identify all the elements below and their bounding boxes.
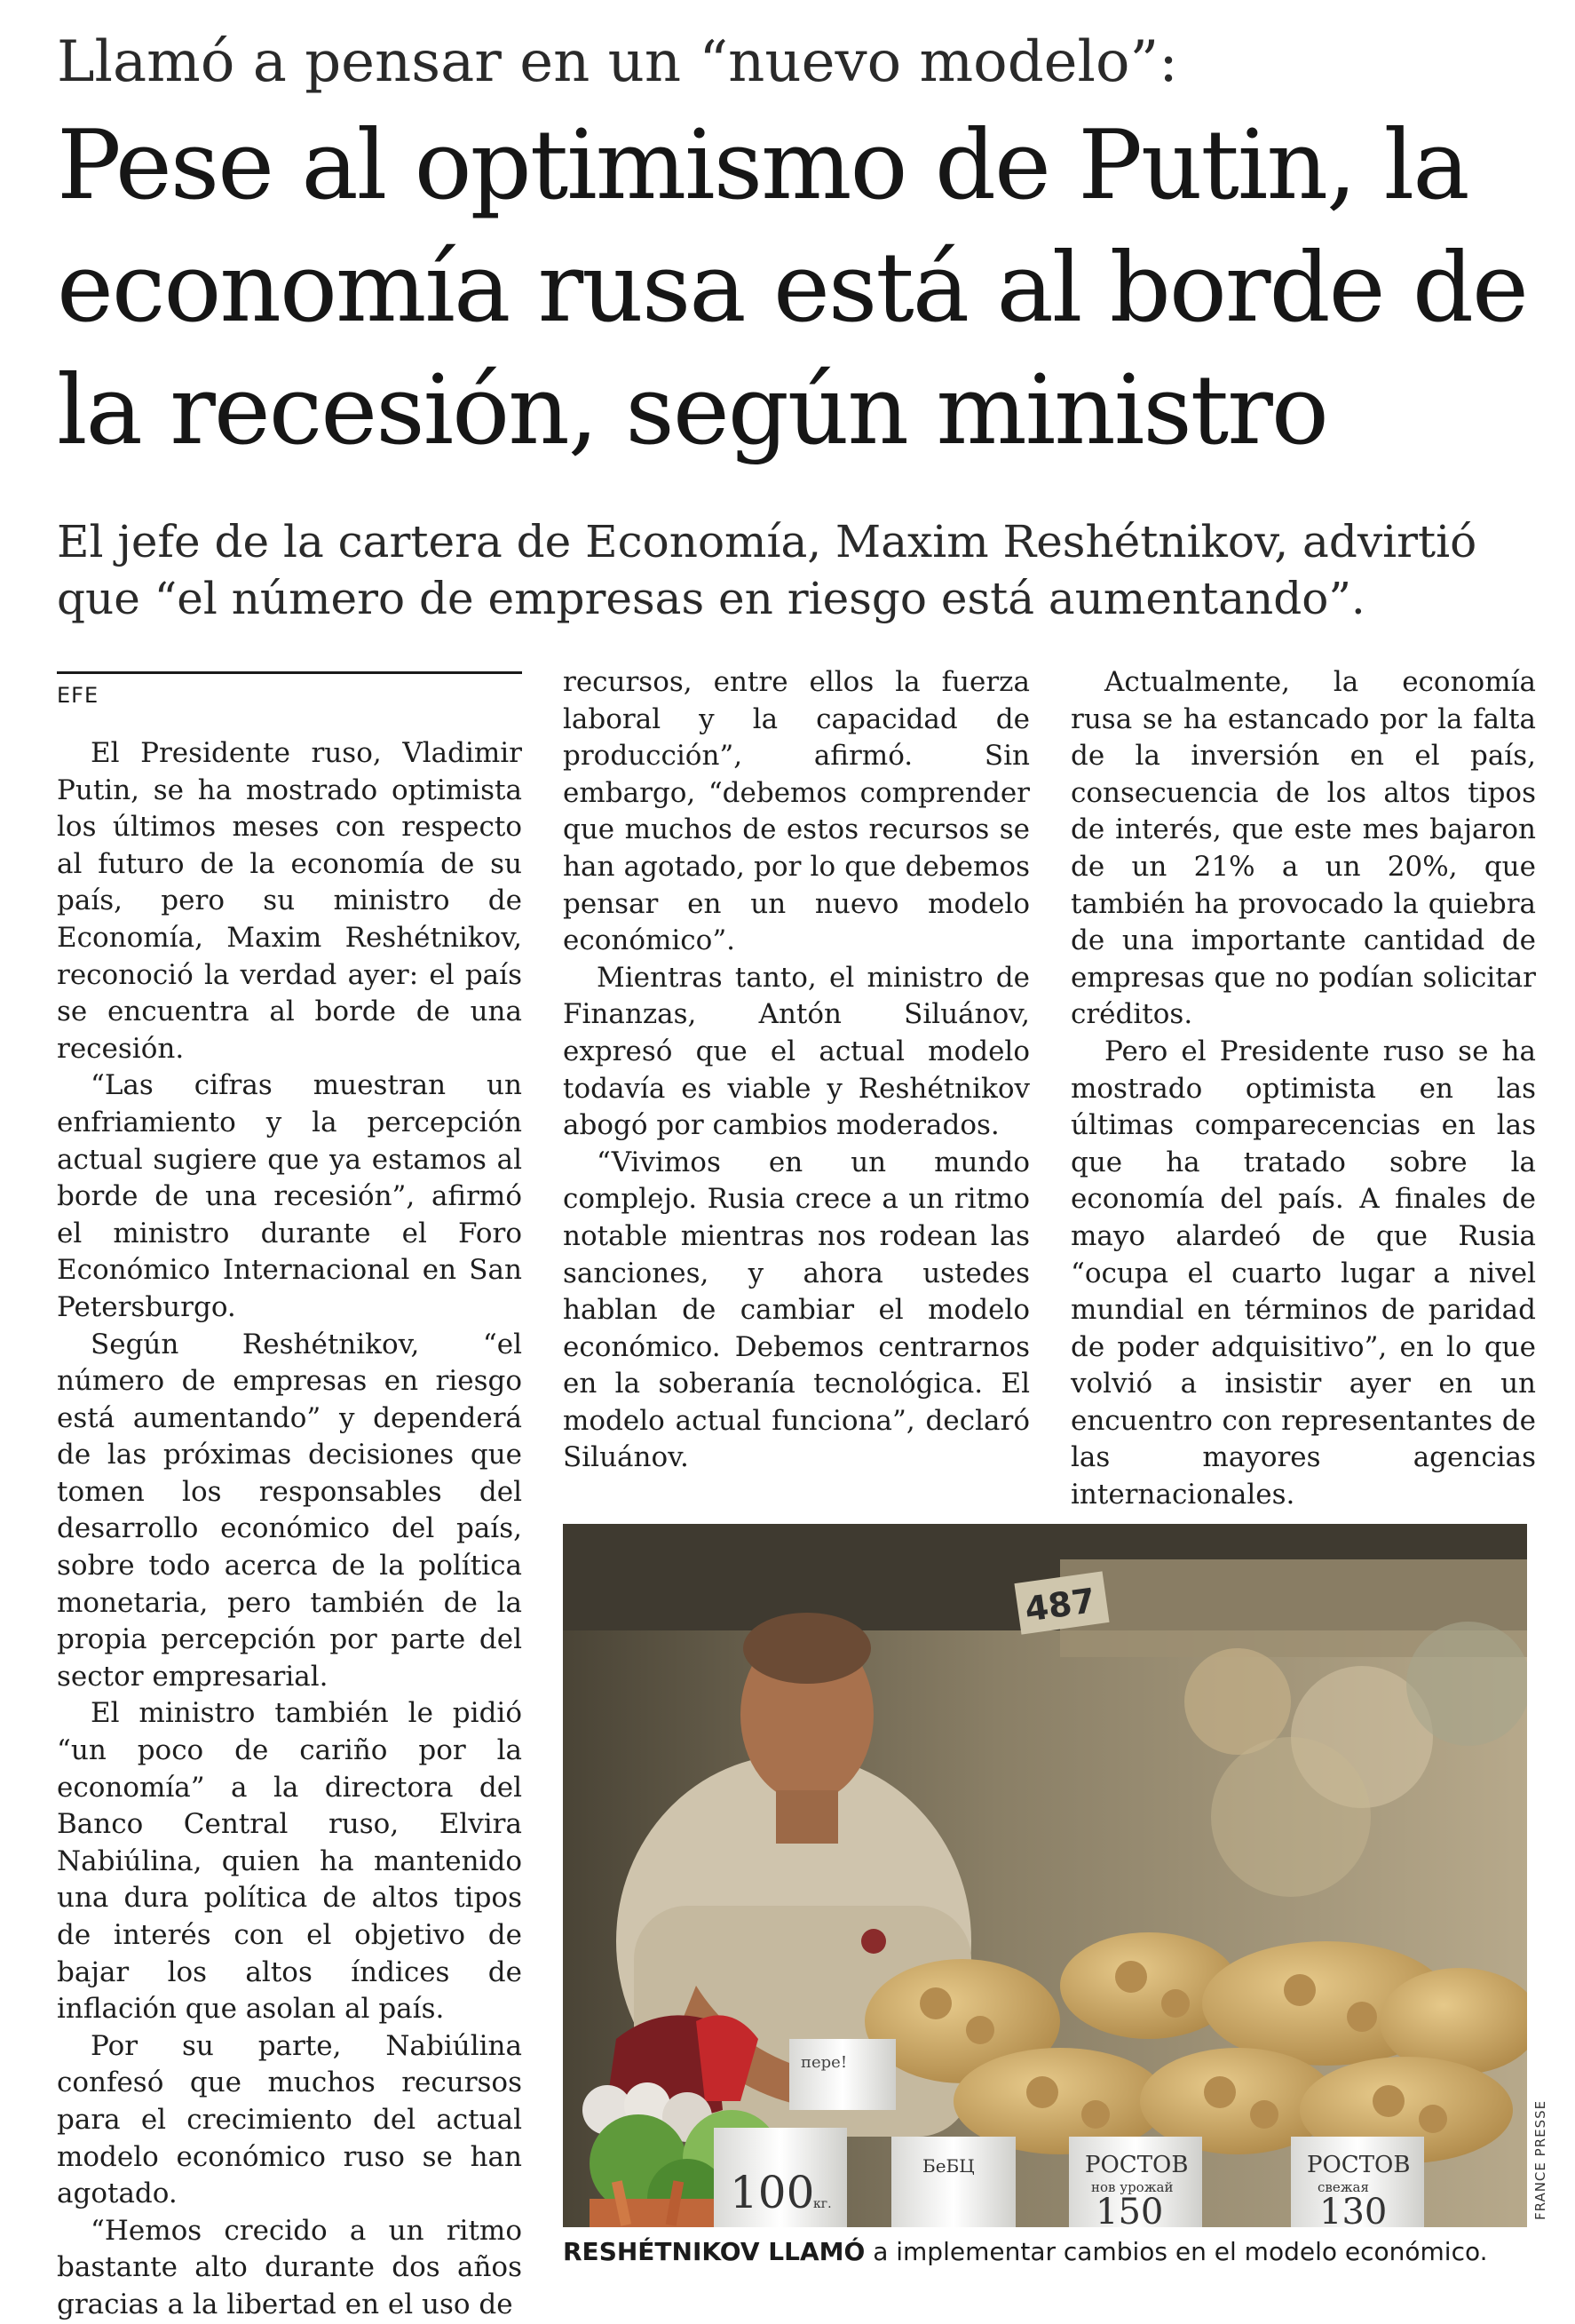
byline-rule [57,671,522,674]
caption-lead: RESHÉTNIKOV LLAMÓ [563,2237,866,2266]
caption-text: a implementar cambios en el modelo económico. [865,2237,1488,2266]
paragraph: Pero el Presidente ruso se ha mostrado optimista en las últimas comparecencias en las que ha tratado sobre la economía del país. A finales de mayo alardeó de que Rusia “ocupa el cuarto lugar a nivel mundial en términos de paridad de poder adquisitivo”, en lo que volvió a insistir ayer en un encuentro con representantes de las mayores agencias internacionales. [1071,1035,1536,1511]
svg-text:кг.: кг. [813,2197,832,2211]
paragraph: Actualmente, la economía rusa se ha estancado por la falta de la inversión en el país, consecuencia de los altos tipos de interés, que este mes bajaron de un 21% a un 20%, que también ha provocado la quiebra de una importante cantidad de empresas que no podían solicitar créditos. [1071,666,1536,1031]
svg-text:487: 487 [1022,1580,1098,1630]
text-column-1 [57,735,522,2320]
paragraph: recursos, entre ellos la fuerza laboral y la capacidad de producción”, afirmó. Sin embargo, “debemos comprender que muchos de estos recursos se han agotado, por lo que debemos pensar en un nuevo modelo económico”. [563,666,1030,957]
svg-text:150: 150 [1096,2192,1164,2227]
article-deck: El jefe de la cartera de Economía, Maxim Reshétnikov, advirtió que “el número de empresas en riesgo está aumentando”. [57,516,1477,624]
svg-text:100: 100 [730,2167,815,2218]
paragraph: El Presidente ruso, Vladimir Putin, se ha mostrado optimista los últimos meses con respecto al futuro de la economía de su país, pero su ministro de Economía, Maxim Reshétnikov, reconoció la verdad ayer: el país se encuentra al borde de una recesión. [57,737,522,1065]
svg-text:БеБЦ: БеБЦ [922,2155,975,2177]
svg-text:130: 130 [1319,2192,1388,2227]
paragraph: “Las cifras muestran un enfriamiento y la percepción actual sugiere que ya estamos al borde de una recesión”, afirmó el ministro durante el Foro Económico Internacional en San Petersburgo. [57,1069,522,1323]
svg-text:нов урожай: нов урожай [1091,2179,1174,2195]
photo-credit: FRANCE PRESSE [1532,2099,1548,2220]
article-headline: Pese al optimismo de Putin, la economía rusa está al borde de la recesión, según ministro [57,110,1527,466]
photo-caption [563,2236,1539,2268]
article-kicker: Llamó a pensar en un “nuevo modelo”: [57,29,1178,95]
svg-text:перe!: перe! [801,2053,848,2072]
paragraph: Según Reshétnikov, “el número de empresas en riesgo está aumentando” y dependerá de las próximas decisiones que tomen los responsables del desarrollo económico del país, sobre todo acerca de la política monetaria, pero también de la propia percepción por parte del sector empresarial. [57,1328,522,1693]
price-bucket-3 [1069,2137,1202,2227]
paragraph: El ministro también le pidió “un poco de cariño por la economía” a la directora del Banco Central ruso, Elvira Nabiúlina, quien ha mantenido una dura política de altos tipos de interés con el objetivo de bajar los altos índices de inflación que asolan al país. [57,1697,522,2026]
paragraph: “Hemos crecido a un ritmo bastante alto durante dos años gracias a la libertad en el uso de [57,2214,522,2320]
svg-text:свежая: свежая [1318,2179,1369,2195]
price-bucket-4 [1291,2137,1424,2227]
svg-text:РОСТОВ: РОСТОВ [1085,2152,1189,2178]
price-bucket-1 [714,2128,847,2227]
price-bucket-2 [891,2137,1016,2227]
byline: EFE [57,683,99,708]
paragraph: Por su parte, Nabiúlina confesó que muchos recursos para el crecimiento del actual modelo económico ruso se han agotado. [57,2029,522,2210]
paragraph: “Vivimos en un mundo complejo. Rusia crece a un ritmo notable mientras nos rodean las sanciones, y ahora ustedes hablan de cambiar el modelo económico. Debemos centrarnos en la soberanía tecnológica. El modelo actual funciona”, declaró Siluánov. [563,1146,1030,1474]
paragraph: Mientras tanto, el ministro de Finanzas, Antón Siluánov, expresó que el actual modelo todavía es viable y Reshétnikov abogó por cambios moderados. [563,961,1030,1142]
back-bucket [789,2039,896,2110]
text-column-2 [563,664,1030,1481]
svg-text:РОСТОВ: РОСТОВ [1307,2152,1411,2178]
market-vendor-photo [563,1524,1527,2227]
text-column-3 [1071,664,1536,1511]
